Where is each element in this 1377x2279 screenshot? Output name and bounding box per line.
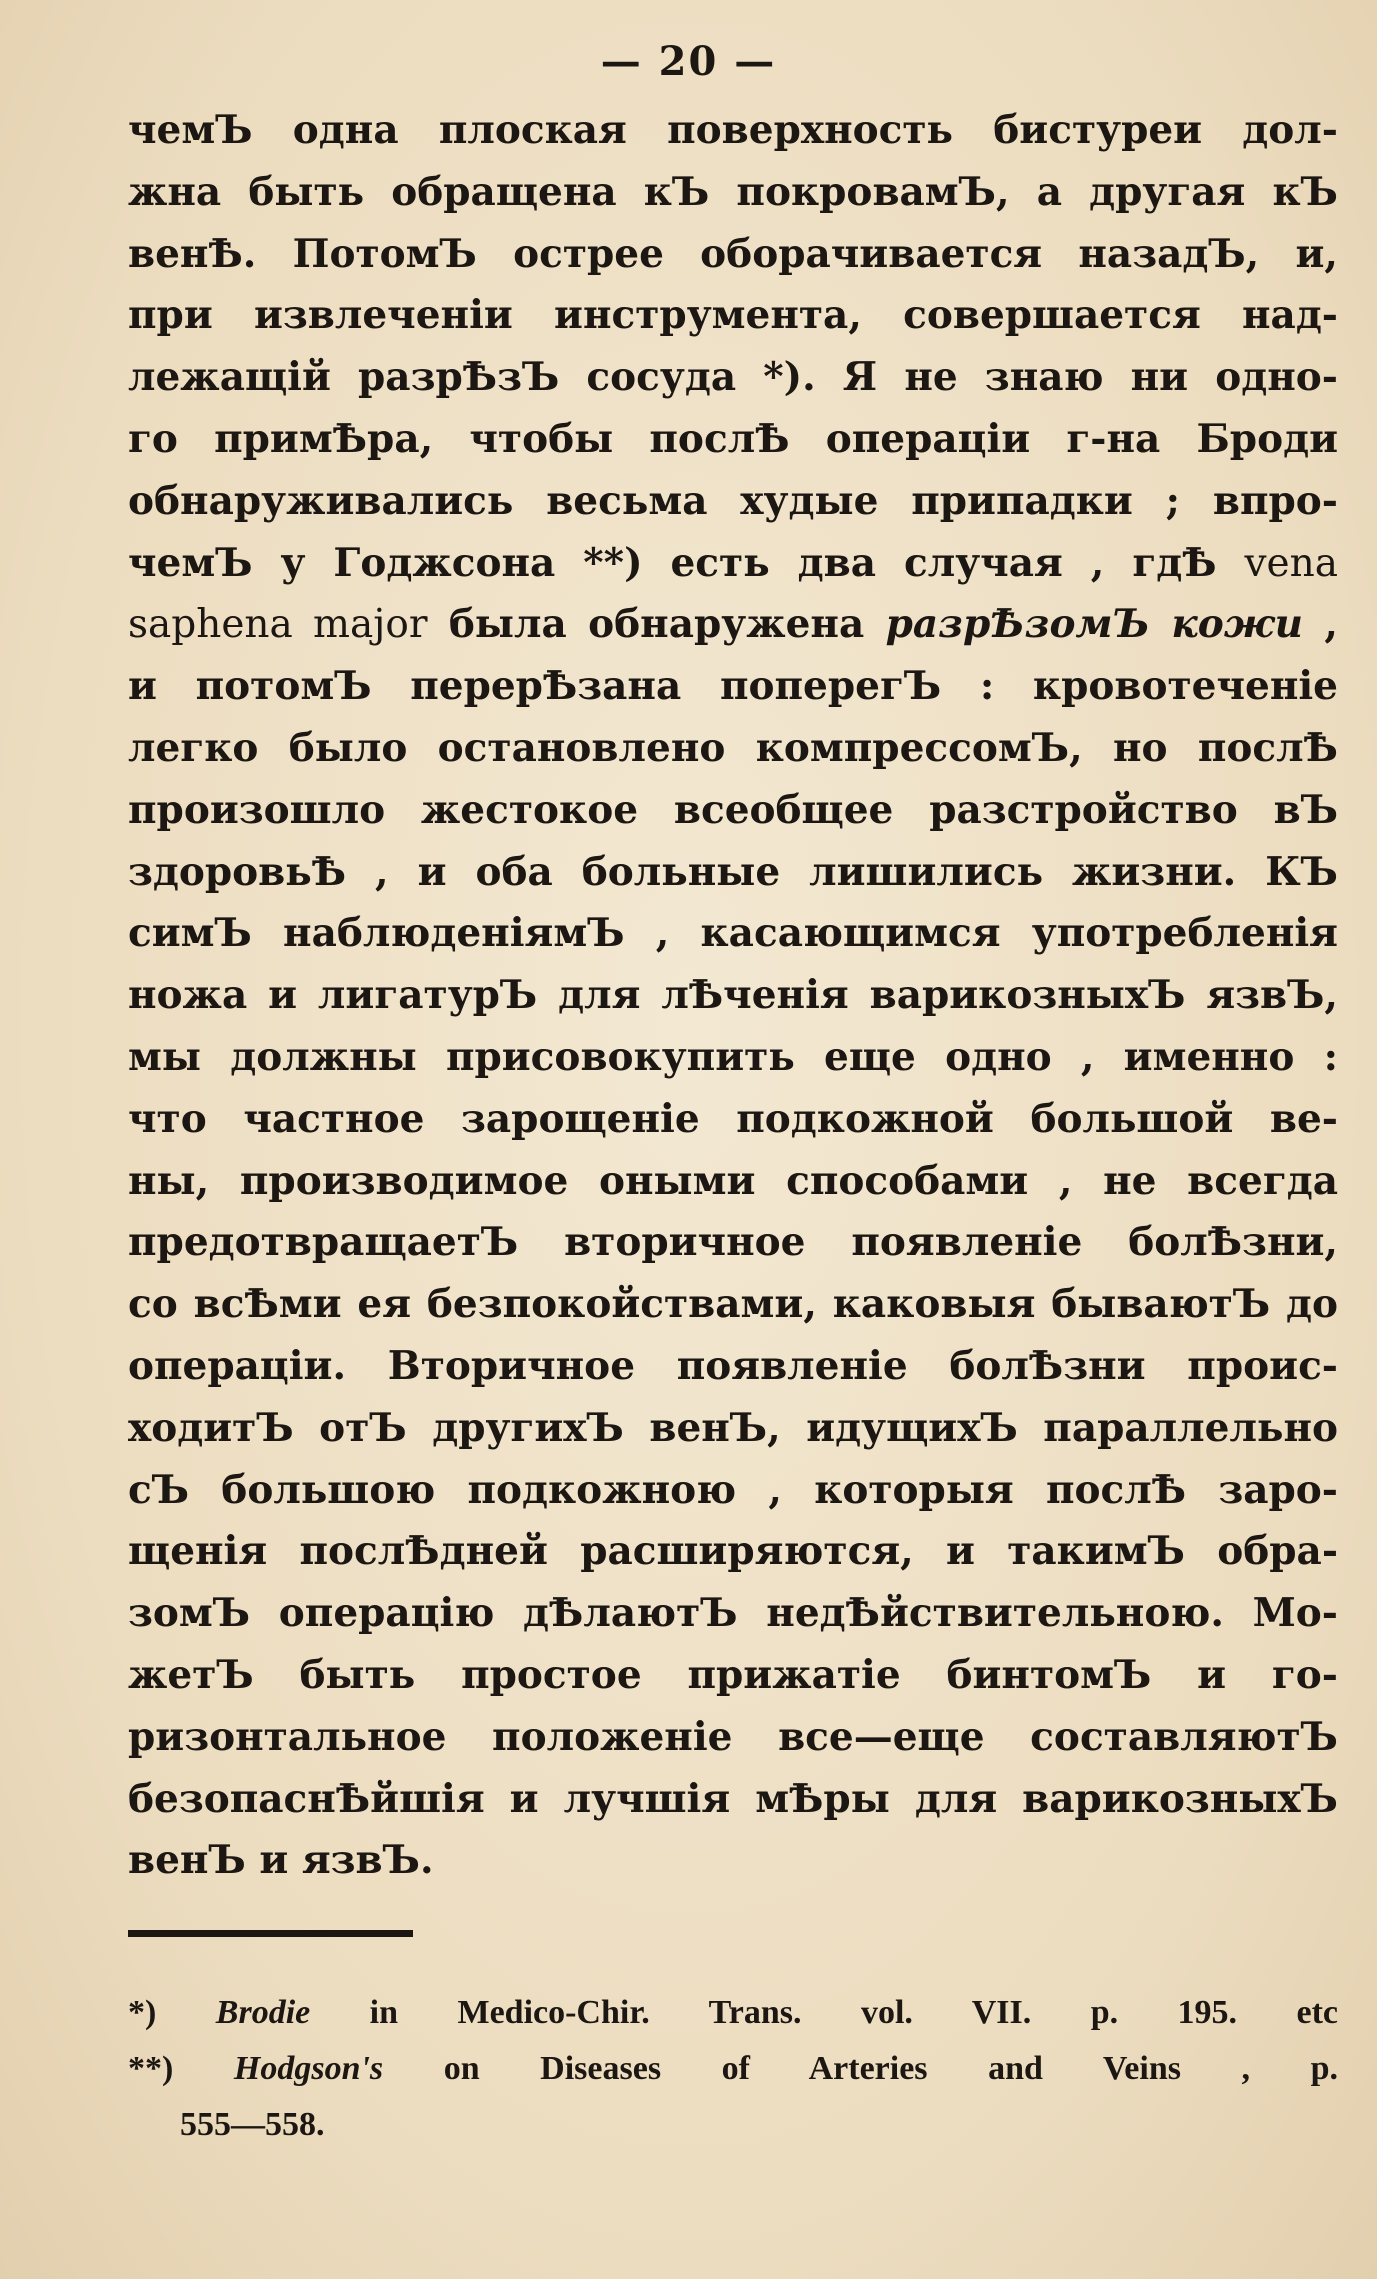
text-line: [128, 903, 1338, 965]
text-segment: предотвращаетЪ вторичное появленіе болѢзни,: [128, 1219, 1338, 1266]
text-segment: ,: [1303, 601, 1338, 648]
text-line: [128, 1645, 1338, 1707]
text-segment: венѢ. ПотомЪ острее оборачивается назадЪ, и,: [128, 230, 1338, 277]
text-line: [128, 842, 1338, 904]
text-segment: разрѢзомЪ кожи: [885, 601, 1304, 648]
text-segment: in Medico-Chir. Trans. vol. VII. p. 195. etc: [310, 1994, 1338, 2031]
text-line: [128, 780, 1338, 842]
text-segment: on Diseases of Arteries and Veins , p.: [383, 2050, 1338, 2087]
text-segment: произошло жестокое всеобщее разстройство вЪ: [128, 786, 1338, 833]
text-segment: 555—558.: [180, 2106, 325, 2143]
text-line: [128, 1398, 1338, 1460]
text-segment: операціи. Вторичное появленіе болѢзни проис-: [128, 1342, 1338, 1389]
text-line: [128, 224, 1338, 286]
text-segment: легко было остановлено компрессомЪ, но послѢ: [128, 724, 1338, 771]
text-line: [128, 1460, 1338, 1522]
text-line: [128, 285, 1338, 347]
text-segment: Brodie: [215, 1994, 311, 2031]
text-segment: жна быть обращена кЪ покровамЪ, а другая кЪ: [128, 168, 1338, 215]
text-segment: *): [128, 1994, 216, 2031]
text-segment: vena: [1244, 540, 1338, 586]
text-segment: и потомЪ перерѢзана поперегЪ : кровотеченіе: [128, 663, 1338, 710]
text-segment: со всѢми ея безпокойствами, каковыя бываютЪ до: [128, 1281, 1338, 1328]
text-line: [128, 1212, 1338, 1274]
text-line: [128, 656, 1338, 718]
text-segment: ножа и лигатурЪ для лѢченія варикозныхЪ язвЪ,: [128, 972, 1338, 1019]
text-line: [128, 100, 1338, 162]
text-segment: зомЪ операцію дѢлаютЪ недѢйствительною. Мо-: [128, 1590, 1338, 1637]
text-segment: венЪ и язвЪ.: [128, 1837, 434, 1884]
text-segment: **): [128, 2050, 234, 2087]
footnote-line: [128, 1985, 1338, 2041]
text-line: [128, 594, 1338, 656]
text-segment: чемЪ одна плоская поверхность бистуреи дол-: [128, 107, 1338, 153]
body-text: [128, 100, 1338, 1892]
text-segment: что частное зарощеніе подкожной большой ве-: [128, 1095, 1338, 1142]
text-segment: ны, производимое оными способами , не всегда: [128, 1157, 1338, 1204]
text-line: [128, 533, 1338, 595]
text-line: [128, 1274, 1338, 1336]
text-segment: при извлеченіи инструмента, совершается над-: [128, 292, 1338, 339]
text-segment: ризонтальное положеніе все—еще составляютЪ: [128, 1713, 1338, 1760]
text-segment: лежащій разрѢзЪ сосуда *). Я не знаю ни одно-: [128, 354, 1338, 401]
text-line: [128, 347, 1338, 409]
footnote-rule: [128, 1930, 413, 1937]
text-line: [128, 1336, 1338, 1398]
text-line: [128, 965, 1338, 1027]
text-line: [128, 1151, 1338, 1213]
text-segment: чемЪ у Годжсона **) есть два случая , гдѢ: [128, 539, 1245, 586]
text-segment: го примѢра, чтобы послѢ операціи г-на Броди: [128, 415, 1338, 462]
text-segment: была обнаружена: [427, 601, 886, 648]
text-line: [128, 718, 1338, 780]
text-line: [128, 471, 1338, 533]
text-segment: здоровьѢ , и оба больные лишились жизни. КЪ: [128, 848, 1338, 895]
text-line: [128, 1769, 1338, 1831]
text-line: [128, 1027, 1338, 1089]
text-segment: saphena major: [128, 602, 428, 648]
text-segment: щенія послѢдней расширяются, и такимЪ обра-: [128, 1528, 1338, 1575]
text-segment: ходитЪ отЪ другихЪ венЪ, идущихЪ параллельно: [128, 1404, 1338, 1451]
text-segment: Hodgson's: [233, 2050, 384, 2087]
text-line: [128, 1707, 1338, 1769]
text-line: [128, 1830, 1338, 1892]
footnotes: [128, 1985, 1338, 2153]
text-segment: жетЪ быть простое прижатіе бинтомЪ и го-: [128, 1651, 1338, 1698]
text-line: [128, 1583, 1338, 1645]
footnote-line: [128, 2097, 1338, 2153]
text-line: [128, 1089, 1338, 1151]
text-line: [128, 1521, 1338, 1583]
text-segment: безопаснѢйшія и лучшія мѢры для варикозныхЪ: [128, 1775, 1338, 1822]
text-segment: обнаруживались весьма худые припадки ; впро-: [128, 477, 1338, 524]
footnote-line: [128, 2041, 1338, 2097]
text-segment: мы должны присовокупить еще одно , именно :: [128, 1033, 1338, 1080]
text-line: [128, 409, 1338, 471]
text-segment: сЪ большою подкожною , которыя послѢ заро-: [128, 1466, 1338, 1513]
text-segment: симЪ наблюденіямЪ , касающимся употребленія: [128, 910, 1338, 957]
page-number: — 20 —: [600, 38, 777, 85]
text-line: [128, 162, 1338, 224]
